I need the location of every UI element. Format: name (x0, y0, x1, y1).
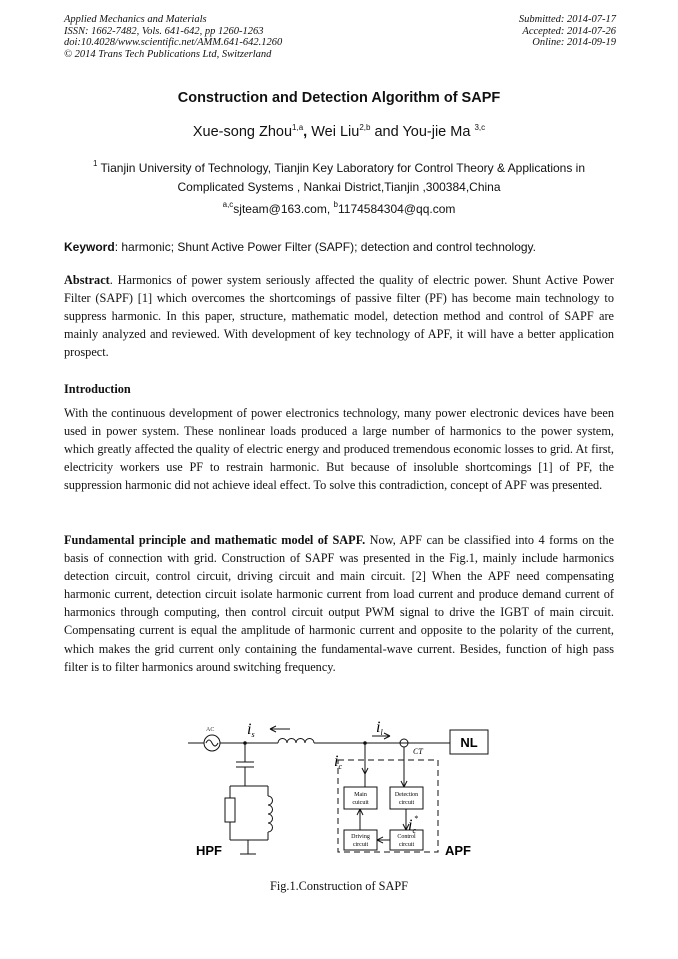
main-circuit-label-2: cuicuit (352, 800, 369, 806)
il-label (376, 719, 383, 737)
ic-label-sub: c (338, 762, 343, 771)
apf-label: APF (445, 843, 471, 858)
accepted-date: Accepted: 2014-07-26 (522, 25, 616, 37)
journal-name: Applied Mechanics and Materials (64, 14, 207, 25)
email-line (0, 202, 678, 216)
abstract (64, 271, 614, 361)
paper-title: Construction and Detection Algorithm of SAPF (177, 90, 501, 106)
affiliation (64, 159, 614, 197)
control-circuit-label-2: circuit (398, 842, 415, 848)
keyword-label: Keyword (64, 240, 115, 254)
fundamental-heading: Fundamental principle and mathematic model of SAPF. (64, 533, 366, 547)
driving-circuit-label-1: Driving (351, 834, 370, 840)
detection-circuit-label-2: circuit (398, 800, 415, 806)
introduction-text: With the continuous development of power electronics technology, many power electronic devices have been used in power system. These nonlinear loads produced a large number of harmonics to the power system, which greatly affected the quality of electric energy and produced tremendous economic losses to grid. At first, electricity workers use PF to restrain harmonic. But because of insoluble shortcomings [1] of PF, the suppression harmonic did not achieve ideal effect. To solve this contradiction, concept of APF was presented. (64, 406, 614, 493)
author-name: Xue-song Zhou (192, 124, 293, 140)
email-sup: a,c (222, 200, 234, 209)
hpf-label: HPF (196, 843, 222, 858)
detection-circuit-label-1: Detection (394, 792, 419, 798)
ic-label-main: i (334, 753, 339, 770)
hpf-inductor (268, 796, 273, 832)
il-label-main: i (376, 719, 381, 736)
author-name: You-jie Ma (402, 124, 471, 140)
is-label-main: i (247, 721, 252, 738)
online-date: Online: 2014-09-19 (532, 37, 616, 49)
icstar-label-sub: c (412, 826, 417, 835)
fundamental-text: Now, APF can be classified into 4 forms on the basis of connection with grid. Construction of SAPF was presented in the Fig.1, mainly include harmonics detection circuit, control circuit, driving circuit and main circuit. [2] When the APF need compensating harmonic current, detection circuit isolate harmonic current from load current and produce demand current of harmonics through computing, then control circuit output PWM signal to drive the IGBT of main circuit. Compensating current is equal the amplitude of harmonic current and opposite to the polarity of the current, which makes the grid current only containing the fundamental-wave current. Besides, function of high pass filter is to filter harmonics around switching frequency. (64, 533, 614, 674)
junction-dot (243, 741, 247, 745)
abstract-label: Abstract (64, 273, 110, 287)
junction-dot (363, 741, 367, 745)
introduction-heading: Introduction (64, 382, 131, 396)
control-circuit-label-1: Control (397, 834, 416, 840)
author-sup: 1,a (292, 123, 304, 132)
author-list (0, 124, 678, 140)
figure-caption: Fig.1.Construction of SAPF (269, 879, 409, 893)
author-and: and (370, 124, 403, 140)
submission-dates (519, 14, 616, 49)
fundamental-section (64, 531, 614, 676)
author-sup: 3,c (474, 123, 486, 132)
il-label-sub: l (380, 728, 383, 737)
is-label (247, 721, 255, 739)
keywords (64, 240, 616, 254)
submitted-date: Submitted: 2014-07-17 (518, 14, 616, 25)
hpf-resistor (225, 798, 235, 822)
email-address: 1174584304@qq.com (337, 202, 456, 216)
journal-info (64, 14, 282, 60)
ct-label: CT (413, 747, 423, 756)
main-circuit-label-1: Main (354, 792, 367, 798)
affiliation-text: Tianjin University of Technology, Tianjin Key Laboratory for Control Theory & Applications in Complicated Systems , Nankai District,Tianjin ,300384,China (100, 161, 586, 194)
icstar-label (408, 814, 418, 835)
journal-copyright: © 2014 Trans Tech Publications Ltd, Switzerland (64, 48, 272, 60)
ac-wave-icon (206, 740, 218, 746)
abstract-text: . Harmonics of power system seriously affected the quality of electric power. Shunt Active Power Filter (SAPF) [1] which overcomes the shortcomings of passive filter (PF) has become main technology to suppress harmonic. In this paper, structure, mathematic model, detection method and control of SAPF are mainly analyzed and reviewed. With development of key technology of APF, it will have a better application prospect. (64, 273, 614, 360)
icstar-label-sup: * (414, 814, 419, 823)
email-sup: b (333, 200, 338, 209)
ac-label: AC (206, 727, 215, 733)
email-address: sjteam@163.com, (233, 202, 331, 216)
nl-label: NL (460, 735, 478, 750)
affiliation-sup: 1 (92, 159, 98, 168)
journal-issn: ISSN: 1662-7482, Vols. 641-642, pp 1260-1263 (64, 25, 264, 37)
author-name: Wei Liu (311, 124, 360, 140)
author-separator: , (303, 124, 312, 140)
ic-label (334, 753, 342, 771)
driving-circuit-label-2: circuit (352, 842, 369, 848)
keyword-text: : harmonic; Shunt Active Power Filter (SAPF); detection and control technology. (114, 240, 536, 254)
journal-doi: doi:10.4028/www.scientific.net/AMM.641-642.1260 (64, 37, 283, 49)
line-inductor (278, 739, 314, 744)
is-label-sub: s (251, 730, 255, 739)
author-sup: 2,b (359, 123, 371, 132)
sapf-circuit-diagram (180, 712, 500, 872)
icstar-label-main: i (408, 817, 413, 834)
